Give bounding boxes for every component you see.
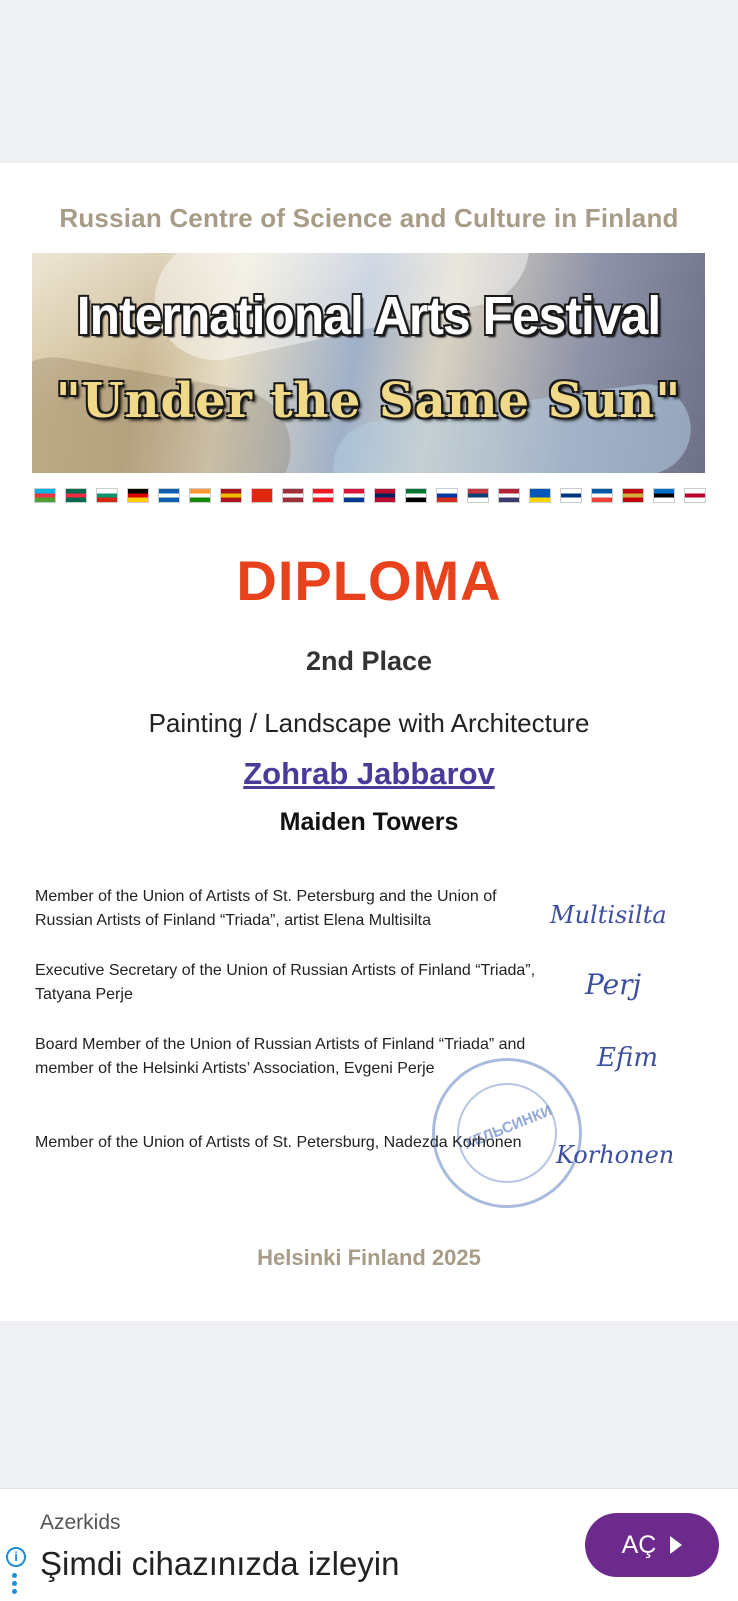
ad-info-icon[interactable]: i bbox=[6, 1547, 26, 1567]
ad-menu-icon[interactable] bbox=[12, 1573, 18, 1597]
location-year: Helsinki Finland 2025 bbox=[257, 1245, 481, 1270]
signatory-text: Member of the Union of Artists of St. Petersburg and the Union of Russian Artists of Finland “Triada”, artist Elena Multisilta bbox=[35, 888, 497, 929]
flag-icon bbox=[684, 488, 706, 503]
flag-icon bbox=[312, 488, 334, 503]
flag-icon bbox=[560, 488, 582, 503]
flag-icon bbox=[467, 488, 489, 503]
flag-icon bbox=[405, 488, 427, 503]
flag-icon bbox=[220, 488, 242, 503]
flag-icon bbox=[34, 488, 56, 503]
flag-icon bbox=[529, 488, 551, 503]
signature-perj: Perj bbox=[585, 968, 642, 1001]
banner-festival-name: International Arts Festival bbox=[76, 286, 661, 346]
artist-name-link[interactable]: Zohrab Jabbarov bbox=[243, 756, 495, 791]
ad-open-button[interactable] bbox=[585, 1513, 719, 1577]
banner-festival-subtitle: "Under the Same Sun" bbox=[55, 373, 682, 429]
signature-korhonen: Korhonen bbox=[556, 1141, 675, 1169]
festival-banner bbox=[32, 253, 705, 473]
flag-icon bbox=[374, 488, 396, 503]
signature-perje: Efim bbox=[597, 1043, 658, 1073]
flag-icon bbox=[622, 488, 644, 503]
play-arrow-icon bbox=[670, 1536, 682, 1554]
flag-icon bbox=[436, 488, 458, 503]
flag-icon bbox=[96, 488, 118, 503]
signatory-text: Member of the Union of Artists of St. Petersburg, Nadezda Korhonen bbox=[35, 1134, 522, 1151]
signature-multisilta: Multisilta bbox=[550, 901, 667, 929]
ad-source: Azerkids bbox=[40, 1511, 121, 1534]
stamp-text: ХЕЛЬСИНКИ bbox=[461, 1102, 555, 1153]
flag-icon bbox=[282, 488, 304, 503]
flag-icon bbox=[65, 488, 87, 503]
ad-title[interactable]: Şimdi cihazınızda izleyin bbox=[40, 1545, 400, 1582]
diploma-heading: DIPLOMA bbox=[236, 549, 502, 612]
flag-icon bbox=[189, 488, 211, 503]
signatory-text: Board Member of the Union of Russian Artists of Finland “Triada” and member of the Helsinki Artists’ Association, Evgeni Perje bbox=[35, 1036, 526, 1077]
flag-icon bbox=[591, 488, 613, 503]
flag-icon bbox=[498, 488, 520, 503]
signatory-text: Executive Secretary of the Union of Russian Artists of Finland “Triada”, Tatyana Perje bbox=[35, 962, 536, 1003]
ad-open-button-label: AÇ bbox=[621, 1530, 657, 1559]
flag-icon bbox=[343, 488, 365, 503]
artwork-title: Maiden Towers bbox=[279, 808, 459, 836]
flag-icon bbox=[653, 488, 675, 503]
award-category: Painting / Landscape with Architecture bbox=[148, 708, 590, 738]
country-flags-row bbox=[34, 488, 706, 506]
ad-banner[interactable] bbox=[0, 1488, 738, 1601]
diploma-card bbox=[0, 163, 738, 1321]
flag-icon bbox=[127, 488, 149, 503]
flag-icon bbox=[251, 488, 273, 503]
award-place: 2nd Place bbox=[305, 646, 433, 676]
organization-title: Russian Centre of Science and Culture in Finland bbox=[59, 203, 679, 233]
flag-icon bbox=[158, 488, 180, 503]
